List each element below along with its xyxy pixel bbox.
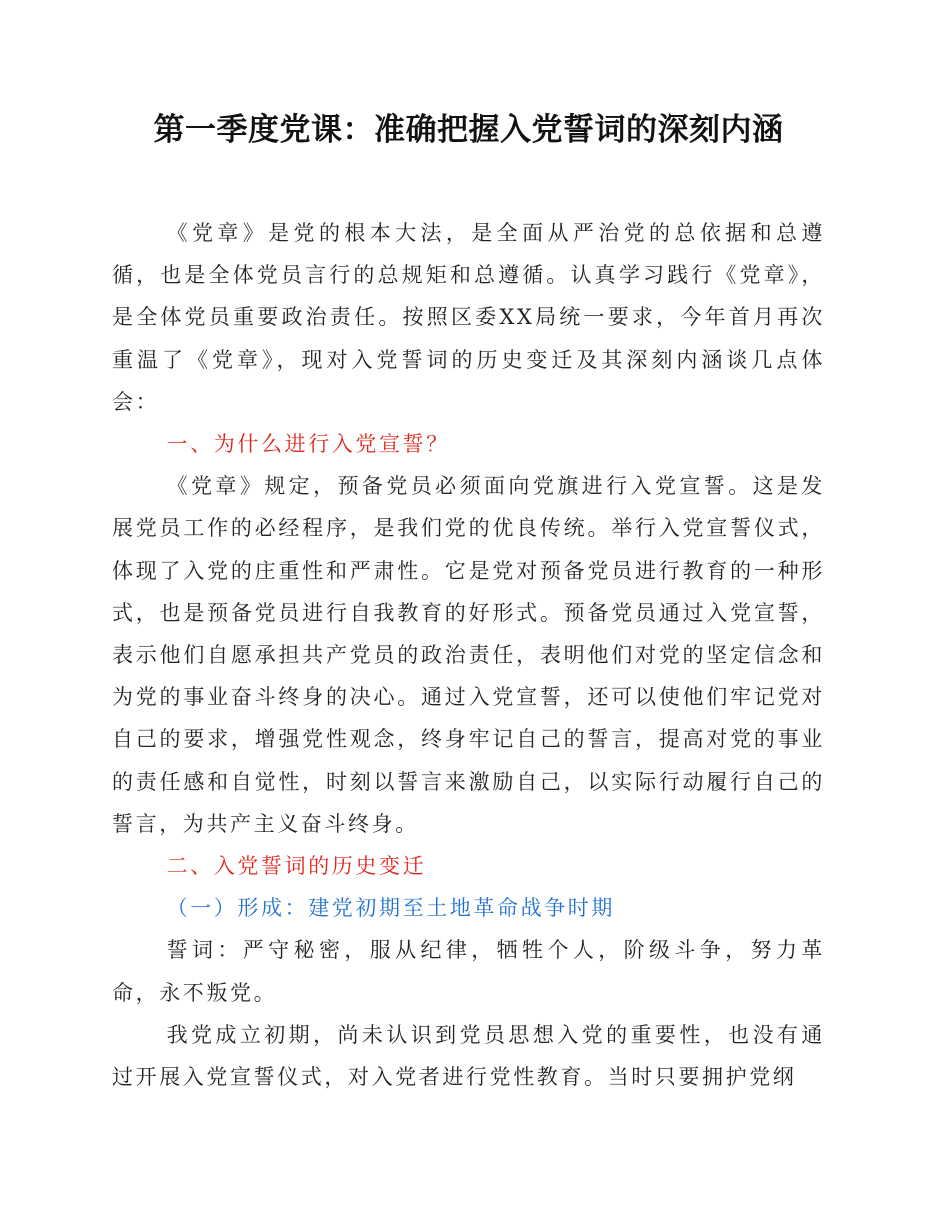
intro-paragraph: 《党章》是党的根本大法，是全面从严治党的总依据和总遵循，也是全体党员言行的总规矩和总遵循。认真学习践行《党章》，是全体党员重要政治责任。按照区委XX局统一要求，今年首月再次重温了《党章》，现对入党誓词的历史变迁及其深刻内涵谈几点体会： xyxy=(112,221,825,414)
oath-text-paragraph: 誓词：严守秘密，服从纪律，牺牲个人，阶级斗争，努力革命，永不叛党。 xyxy=(112,938,825,1005)
body-paragraph: 《党章》规定，预备党员必须面向党旗进行入党宣誓。这是发展党员工作的必经程序，是我们党的优良传统。举行入党宣誓仪式，体现了入党的庄重性和严肃性。它是党对预备党员进行教育的一种形式，也是预备党员进行自我教育的好形式。预备党员通过入党宣誓，表示他们自愿承担共产党员的政治责任，表明他们对党的坚定信念和为党的事业奋斗终身的决心。通过入党宣誓，还可以使他们牢记党对自己的要求，增强党性观念，终身牢记自己的誓言，提高对党的事业的责任感和自觉性，时刻以誓言来激励自己，以实际行动履行自己的誓言，为共产主义奋斗终身。 xyxy=(112,474,825,836)
section-heading-2: 二、入党誓词的历史变迁 xyxy=(166,854,427,879)
document-body xyxy=(112,212,825,1098)
subsection-heading-1: （一）形成：建党初期至土地革命战争时期 xyxy=(166,896,615,921)
section-heading-1: 一、为什么进行入党宣誓？ xyxy=(166,432,450,457)
document-title: 第一季度党课：准确把握入党誓词的深刻内涵 xyxy=(153,112,784,148)
body-paragraph: 我党成立初期，尚未认识到党员思想入党的重要性，也没有通过开展入党宣誓仪式，对入党者进行党性教育。当时只要拥护党纲 xyxy=(112,1022,825,1090)
